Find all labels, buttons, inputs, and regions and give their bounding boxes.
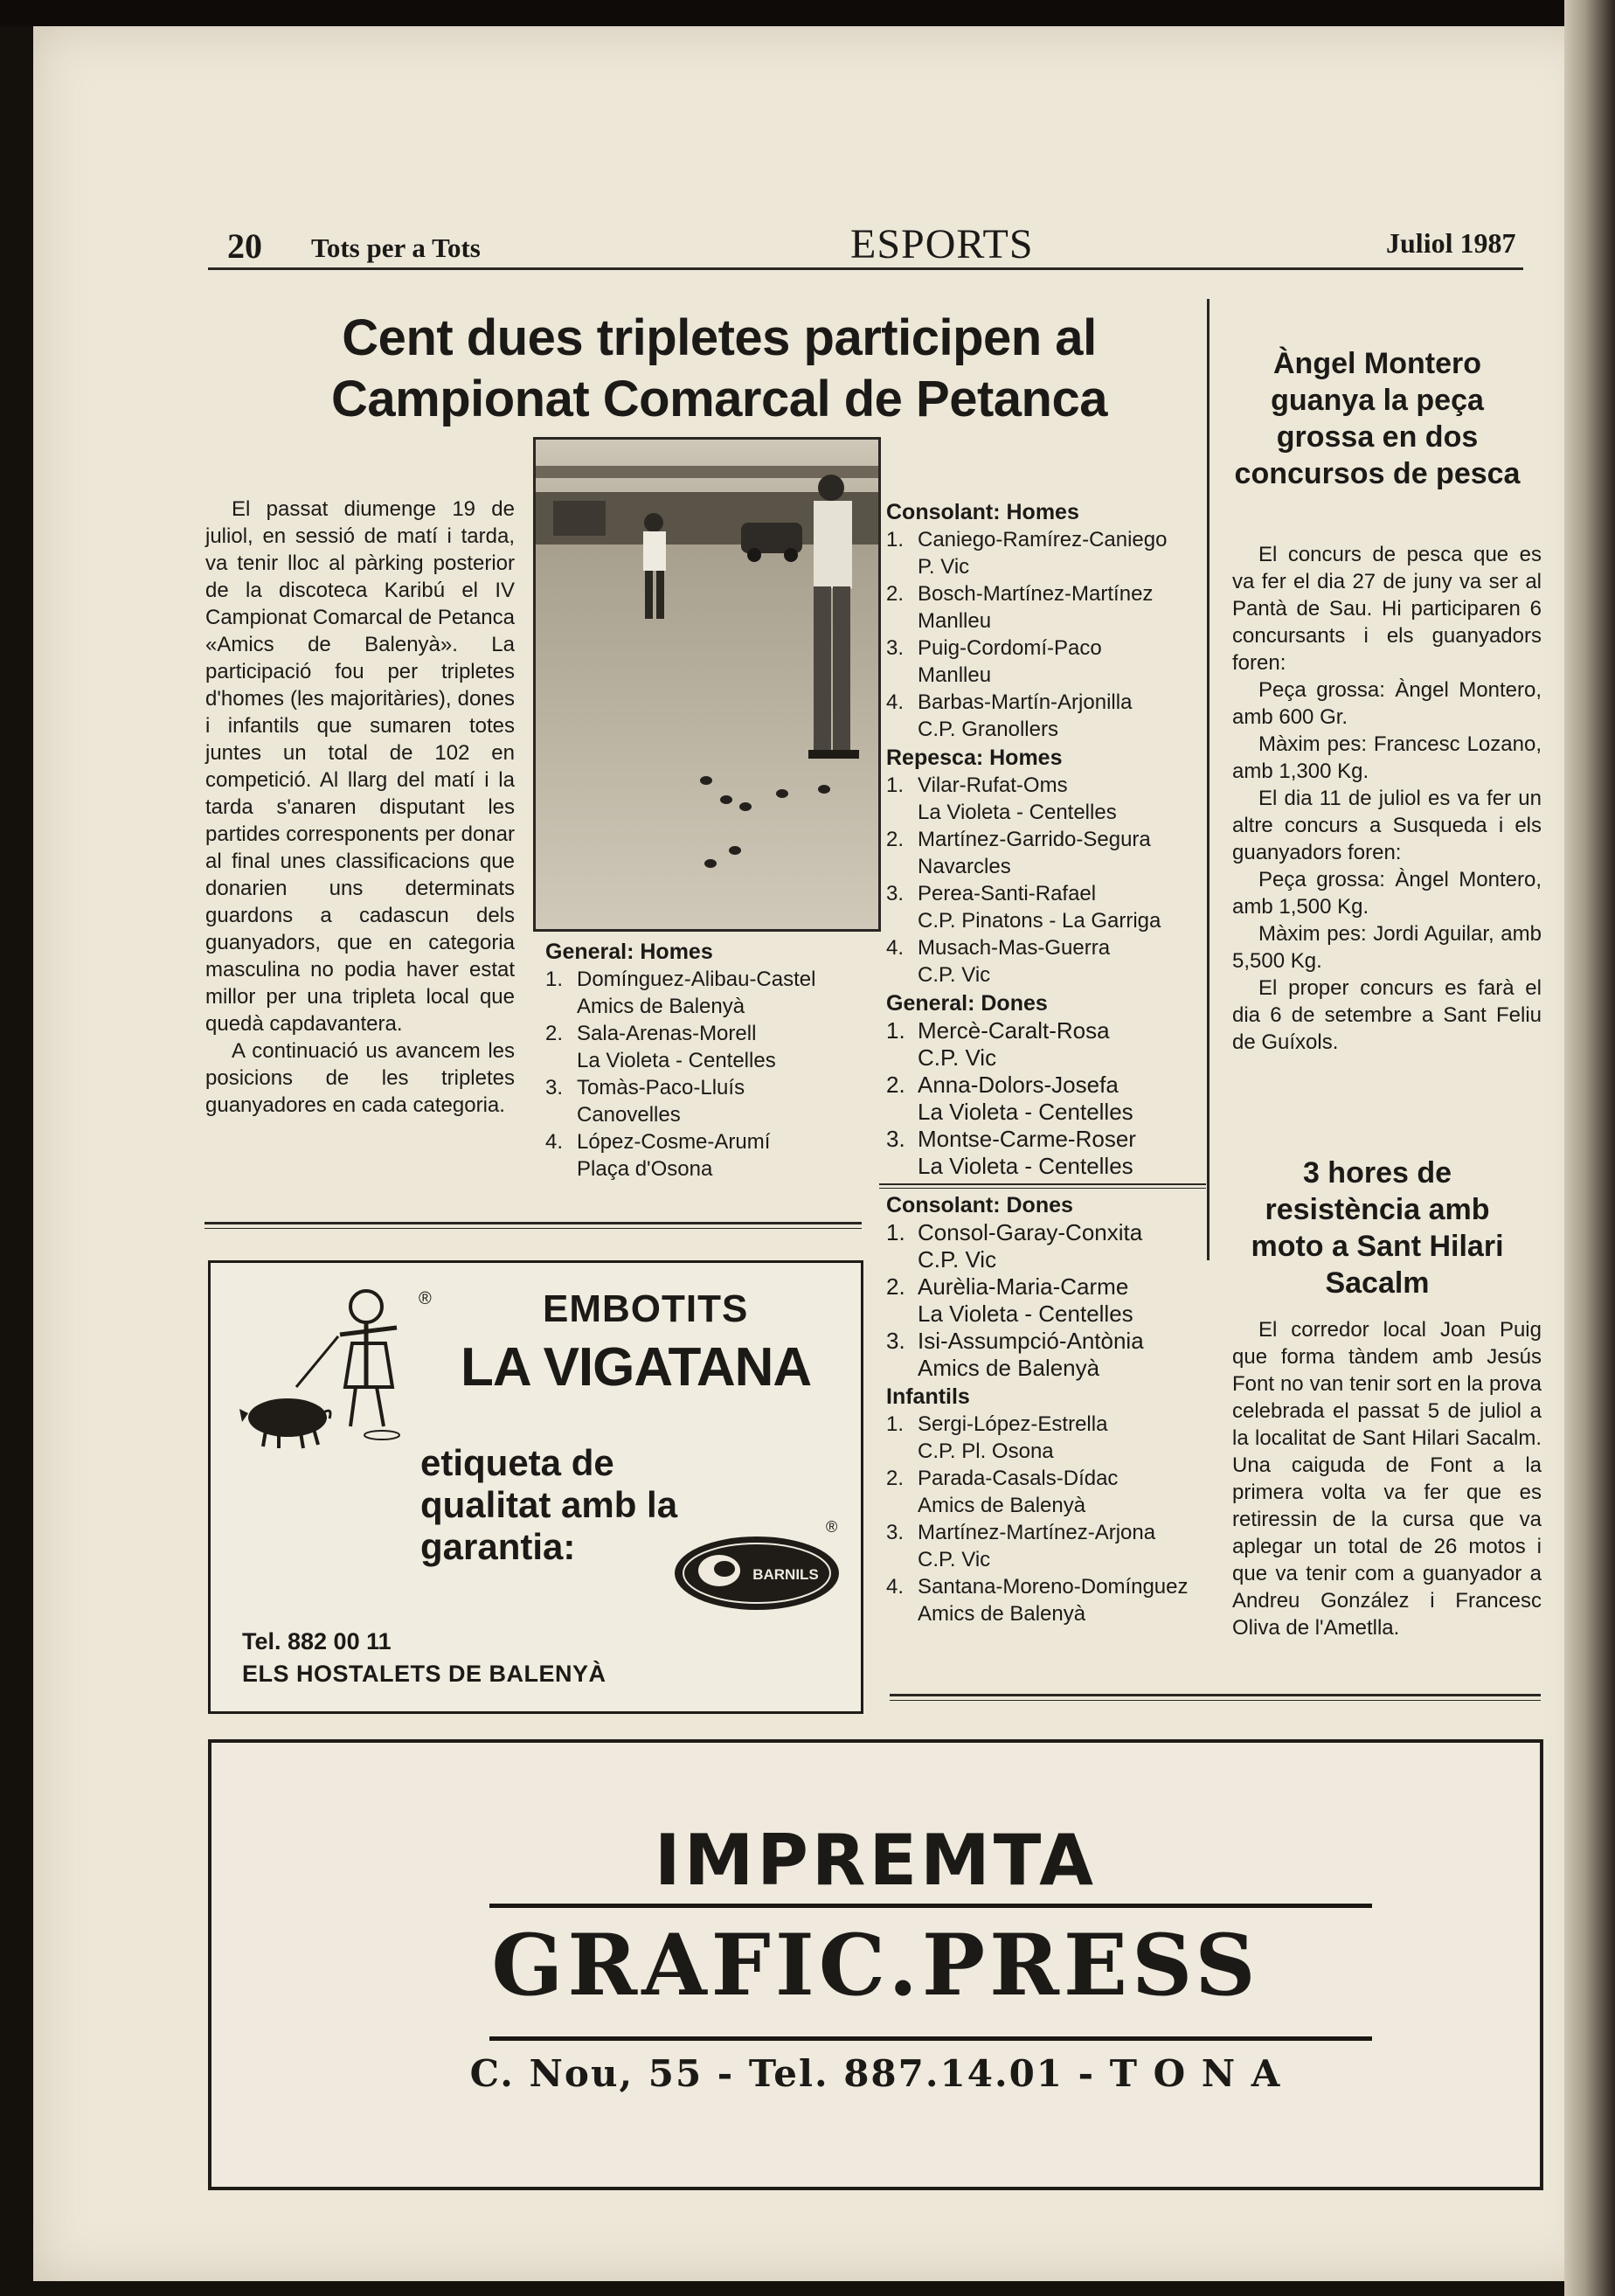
result-rank: 2. — [886, 1273, 905, 1300]
result-club: P. Vic — [918, 555, 970, 579]
result-entry — [545, 1128, 860, 1183]
result-rank: 2. — [886, 828, 905, 851]
result-entry — [886, 880, 1203, 934]
result-club: Manlleu — [918, 663, 992, 687]
results-column — [886, 499, 1203, 1629]
result-entry — [886, 526, 1203, 580]
result-entry — [545, 1020, 860, 1074]
result-team: Martínez-Martínez-Arjona — [918, 1521, 1156, 1544]
results-consolant-homes — [886, 499, 1203, 743]
ad-brand-line-2: LA VIGATANA — [461, 1337, 812, 1398]
section-rule-right-thin — [890, 1700, 1541, 1701]
fishing-paragraph: El proper concurs es farà el dia 6 de setembre a Sant Feliu de Guíxols. — [1232, 976, 1542, 1054]
barnils-logo-icon — [672, 1534, 842, 1613]
result-team: Sergi-López-Estrella — [918, 1412, 1108, 1436]
result-entry — [886, 580, 1203, 635]
results-heading: General: Dones — [886, 991, 1048, 1016]
result-entry — [886, 635, 1203, 689]
result-team: Perea-Santi-Rafael — [918, 882, 1097, 905]
fishing-paragraph: El dia 11 de juliol es va fer un altre concurs a Susqueda i els guanyadors foren: — [1232, 787, 1542, 864]
result-team: Puig-Cordomí-Paco — [918, 636, 1102, 660]
ad-impremta-address: C. Nou, 55 - Tel. 887.14.01 - T O N A — [469, 2052, 1282, 2095]
results-repesca-homes — [886, 745, 1203, 988]
result-club: Amics de Balenyà — [577, 995, 745, 1018]
fishing-paragraph: Màxim pes: Francesc Lozano, amb 1,300 Kg. — [1232, 732, 1542, 783]
intro-paragraph-2: A continuació us avancem les posicions de les tripletes guanyadores en cada categoria. — [205, 1039, 515, 1117]
result-club: C.P. Vic — [918, 1044, 997, 1071]
result-team: Isi-Assumpció-Antònia — [918, 1328, 1144, 1354]
results-heading: Infantils — [886, 1384, 970, 1409]
results-rule — [879, 1183, 1206, 1189]
result-club: Amics de Balenyà — [918, 1355, 1100, 1381]
main-headline — [243, 308, 1196, 430]
result-club: Navarcles — [918, 855, 1011, 878]
result-rank: 2. — [886, 1467, 905, 1490]
result-entry — [886, 1573, 1203, 1627]
fishing-headline: Àngel Montero guanya la peça grossa en dos concursos de pesca — [1234, 347, 1521, 490]
fishing-paragraph: Peça grossa: Àngel Montero, amb 600 Gr. — [1232, 678, 1542, 729]
ad-grafic-press-title: GRAFIC.PRESS — [491, 1916, 1260, 2015]
headline-line-1: Cent dues tripletes participen al — [342, 309, 1097, 366]
scan-right-edge — [1564, 0, 1615, 2296]
result-club: La Violeta - Centelles — [918, 801, 1117, 824]
result-entry — [886, 1328, 1203, 1382]
result-team: Martínez-Garrido-Segura — [918, 828, 1151, 851]
moto-headline: 3 hores de resistència amb moto a Sant Hilari Sacalm — [1251, 1156, 1504, 1300]
ad-brand-line-1: EMBOTITS — [543, 1287, 749, 1330]
result-club: La Violeta - Centelles — [577, 1049, 776, 1072]
result-rank: 1. — [886, 1017, 905, 1044]
publication-name: Tots per a Tots — [311, 232, 481, 263]
result-team: Tomàs-Paco-Lluís — [577, 1076, 745, 1099]
result-entry — [886, 1017, 1203, 1072]
ad-impremta-title: IMPREMTA — [654, 1820, 1098, 1901]
result-entry — [886, 1519, 1203, 1573]
results-general-homes — [545, 939, 860, 1183]
ad-rule — [489, 2036, 1372, 2041]
registered-mark: ® — [419, 1289, 432, 1308]
result-club: La Violeta - Centelles — [918, 1099, 1133, 1125]
result-rank: 4. — [886, 936, 905, 960]
result-club: C.P. Granollers — [918, 718, 1058, 741]
result-club: C.P. Pl. Osona — [918, 1439, 1054, 1463]
result-entry — [886, 1219, 1203, 1273]
result-rank: 4. — [886, 1575, 905, 1599]
scan-top-edge — [0, 0, 1615, 26]
results-general-dones — [886, 990, 1203, 1180]
farmer-pig-illustration — [235, 1282, 419, 1457]
result-club: C.P. Pinatons - La Garriga — [918, 909, 1161, 933]
ad-impremta-grafic-press — [208, 1739, 1543, 2190]
result-entry — [886, 772, 1203, 826]
result-club: La Violeta - Centelles — [918, 1301, 1133, 1327]
result-entry — [886, 1273, 1203, 1328]
result-team: Bosch-Martínez-Martínez — [918, 582, 1154, 606]
result-rank: 1. — [886, 773, 905, 797]
result-team: Montse-Carme-Roser — [918, 1126, 1136, 1152]
result-rank: 3. — [886, 1521, 905, 1544]
petanca-photo — [533, 437, 881, 932]
result-club: Amics de Balenyà — [918, 1602, 1086, 1626]
results-consolant-dones — [886, 1192, 1203, 1382]
result-club: C.P. Vic — [918, 1246, 997, 1273]
result-club: La Violeta - Centelles — [918, 1153, 1133, 1179]
result-rank: 1. — [545, 968, 564, 991]
result-rank: 4. — [545, 1130, 564, 1154]
column-divider — [1207, 299, 1210, 1260]
intro-paragraph-1: El passat diumenge 19 de juliol, en sessió de matí i tarda, va tenir lloc al pàrking posterior de la discoteca Karibú el IV Campionat Comarcal de Petanca «Amics de Balenyà». La participació fou per tripletes d'homes (les majoritàries), dones i infantils que sumaren totes juntes un total de 102 en competició. Al llarg del matí i la tarda s'anaren disputant les partides corresponents per donar al final unes classificacions que donarien uns determinats guardons a cadascun dels guanyadors, que en categoria masculina no podia haver estat millor per una tripleta local que quedà capdavantera. — [205, 497, 515, 1036]
result-entry — [886, 1126, 1203, 1180]
result-rank: 2. — [545, 1022, 564, 1045]
result-team: Musach-Mas-Guerra — [918, 936, 1111, 960]
result-entry — [886, 1465, 1203, 1519]
result-club: C.P. Vic — [918, 963, 991, 987]
main-article-intro — [205, 496, 515, 1119]
ad-address: ELS HOSTALETS DE BALENYÀ — [242, 1661, 606, 1687]
section-title: ESPORTS — [850, 221, 1034, 267]
result-team: Barbas-Martín-Arjonilla — [918, 690, 1133, 714]
ad-slogan: etiqueta de qualitat amb la garantia: — [420, 1442, 678, 1567]
petanca-photo-image — [536, 440, 878, 929]
result-rank: 3. — [886, 636, 905, 660]
section-rule — [204, 1222, 862, 1224]
result-club: Canovelles — [577, 1103, 681, 1127]
result-rank: 4. — [886, 690, 905, 714]
result-rank: 3. — [886, 1328, 905, 1354]
section-rule-right — [890, 1694, 1541, 1696]
results-heading: Repesca: Homes — [886, 746, 1063, 770]
barnils-logo-text: BARNILS — [752, 1566, 819, 1583]
page-number: 20 — [227, 226, 262, 266]
moto-paragraph: El corredor local Joan Puig que forma tàndem amb Jesús Font no van tenir sort en la prova celebrada el passat 5 de juliol a la localitat de Sant Hilari Sacalm. Una caiguda de Font a la primera volta va fer que es retiressin de la cursa que va aplegar un total de 26 motos i que va tenir com a guanyador a Andreu González i Francesc Oliva de l'Ametlla. — [1232, 1318, 1542, 1640]
result-team: Domínguez-Alibau-Castel — [577, 968, 816, 991]
result-rank: 2. — [886, 1072, 905, 1098]
result-team: Consol-Garay-Conxita — [918, 1219, 1143, 1245]
result-entry — [886, 1072, 1203, 1126]
result-club: C.P. Vic — [918, 1548, 991, 1571]
result-entry — [886, 689, 1203, 743]
result-entry — [545, 966, 860, 1020]
result-entry — [545, 1074, 860, 1128]
result-entry — [886, 826, 1203, 880]
result-rank: 3. — [886, 882, 905, 905]
result-team: Aurèlia-Maria-Carme — [918, 1273, 1129, 1300]
ad-embotits-la-vigatana — [208, 1260, 863, 1714]
moto-article-body — [1232, 1316, 1542, 1641]
result-team: Parada-Casals-Dídac — [918, 1467, 1119, 1490]
result-rank: 1. — [886, 1219, 905, 1245]
results-heading: Consolant: Homes — [886, 500, 1079, 524]
result-team: Vilar-Rufat-Oms — [918, 773, 1068, 797]
result-team: Santana-Moreno-Domínguez — [918, 1575, 1189, 1599]
results-infantils — [886, 1384, 1203, 1627]
result-team: Caniego-Ramírez-Caniego — [918, 528, 1168, 551]
ad-rule — [489, 1904, 1372, 1908]
fishing-paragraph: Peça grossa: Àngel Montero, amb 1,500 Kg. — [1232, 868, 1542, 919]
result-entry — [886, 934, 1203, 988]
result-team: López-Cosme-Arumí — [577, 1130, 771, 1154]
issue-date: Juliol 1987 — [1386, 227, 1516, 259]
result-entry — [886, 1411, 1203, 1465]
fishing-article-body — [1232, 541, 1542, 1056]
result-rank: 1. — [886, 1412, 905, 1436]
headline-line-2: Campionat Comarcal de Petanca — [330, 371, 1107, 427]
registered-mark-logo: ® — [826, 1518, 838, 1536]
result-club: Amics de Balenyà — [918, 1494, 1086, 1517]
result-team: Anna-Dolors-Josefa — [918, 1072, 1119, 1098]
result-team: Mercè-Caralt-Rosa — [918, 1017, 1110, 1044]
section-rule-thin — [204, 1228, 862, 1229]
result-rank: 2. — [886, 582, 905, 606]
result-rank: 3. — [886, 1126, 905, 1152]
results-heading: General: Homes — [545, 940, 713, 964]
fishing-paragraph: El concurs de pesca que es va fer el dia 27 de juny va ser al Pantà de Sau. Hi participaren 6 concursants i els guanyadors foren: — [1232, 543, 1542, 675]
ad-telephone: Tel. 882 00 11 — [242, 1628, 392, 1654]
result-club: Plaça d'Osona — [577, 1157, 713, 1181]
result-team: Sala-Arenas-Morell — [577, 1022, 757, 1045]
result-club: Manlleu — [918, 609, 992, 633]
result-rank: 3. — [545, 1076, 564, 1099]
header-rule — [208, 267, 1523, 270]
fishing-paragraph: Màxim pes: Jordi Aguilar, amb 5,500 Kg. — [1232, 922, 1542, 973]
result-rank: 1. — [886, 528, 905, 551]
newspaper-page — [33, 26, 1598, 2281]
results-heading: Consolant: Dones — [886, 1193, 1073, 1217]
